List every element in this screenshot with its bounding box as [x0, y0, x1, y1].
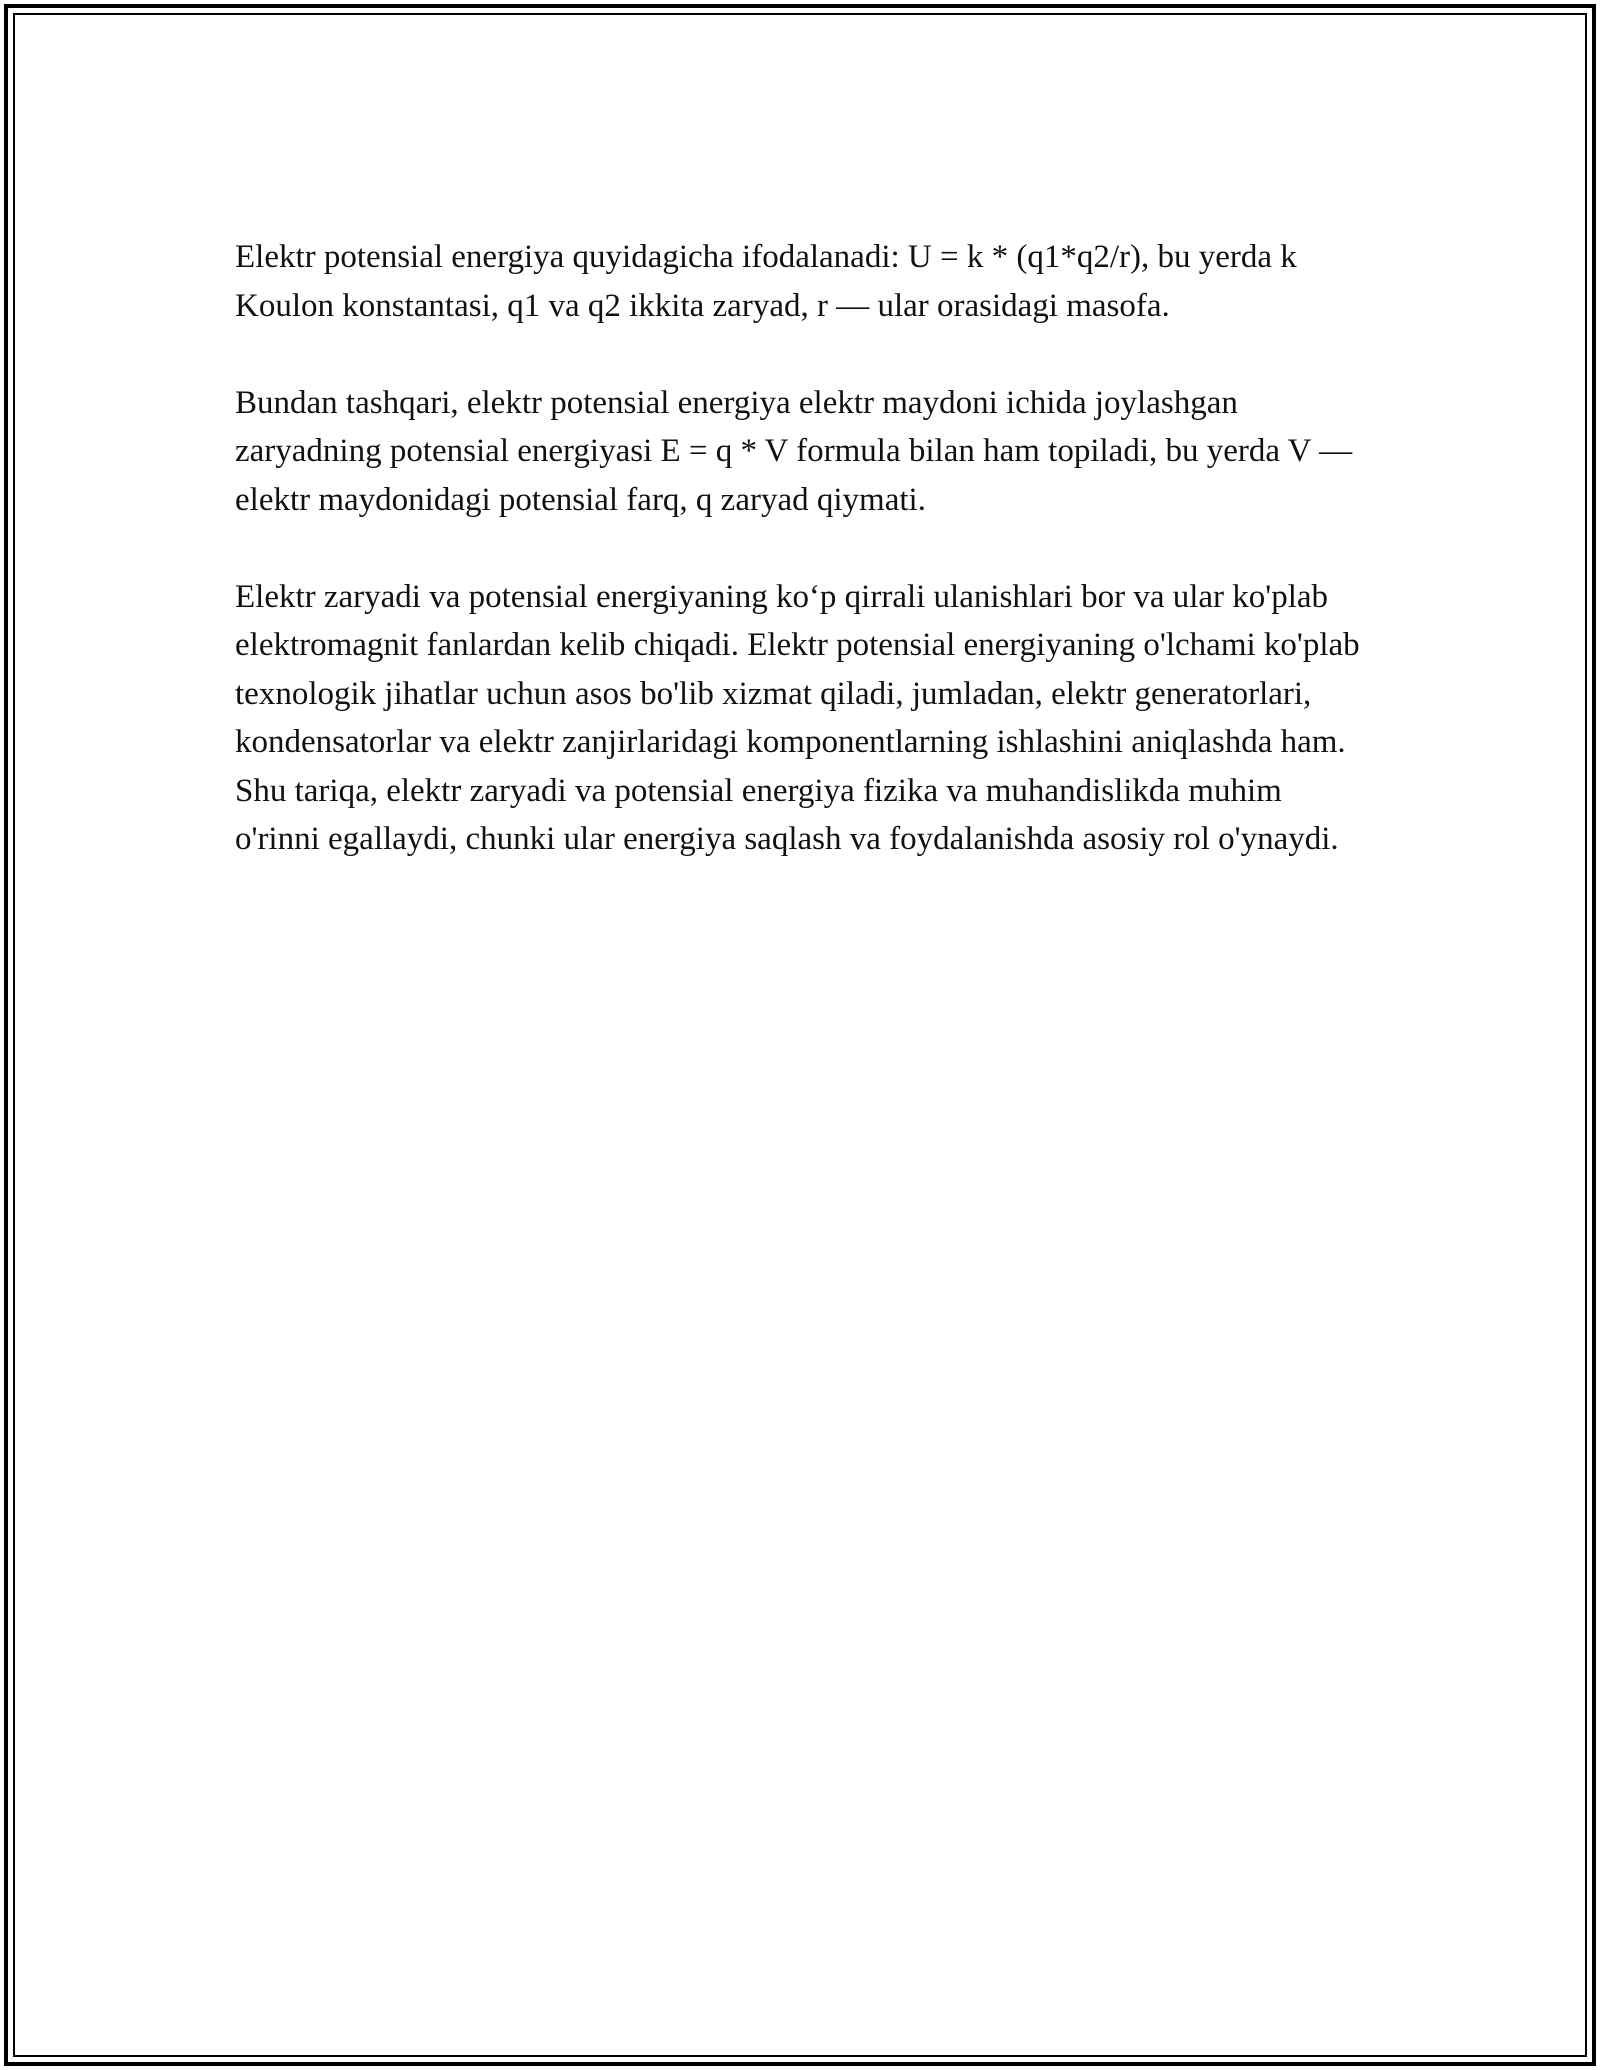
- paragraph-applications: Elektr zaryadi va potensial energiyaning ko‘p qirrali ulanishlari bor va ular ko'plab elektromagnit fanlardan kelib chiqadi. Elektr potensial energiyaning o'lchami ko'plab texnologik jihatlar uchun asos bo'lib xizmat qiladi, jumladan, elektr generatorlari, kondensatorlar va elektr zanjirlaridagi komponentlarning ishlashini aniqlashda ham. Shu tariqa, elektr zaryadi va potensial energiya fizika va muhandislikda muhim o'rinni egallaydi, chunki ular energiya saqlash va foydalanishda asosiy rol o'ynaydi.: [235, 578, 1360, 857]
- paragraph-potential-energy-formula: Elektr potensial energiya quyidagicha ifodalanadi: U = k * (q1*q2/r), bu yerda k Koulon konstantasi, q1 va q2 ikkita zaryad, r — ular orasidagi masofa.: [235, 239, 1297, 324]
- paragraph-field-potential-energy: Bundan tashqari, elektr potensial energiya elektr maydoni ichida joylashgan zaryadning potensial energiyasi E = q * V formula bilan ham topiladi, bu yerda V — elektr maydonidagi potensial farq, q zaryad qiymati.: [235, 384, 1353, 518]
- document-body: [235, 233, 1365, 912]
